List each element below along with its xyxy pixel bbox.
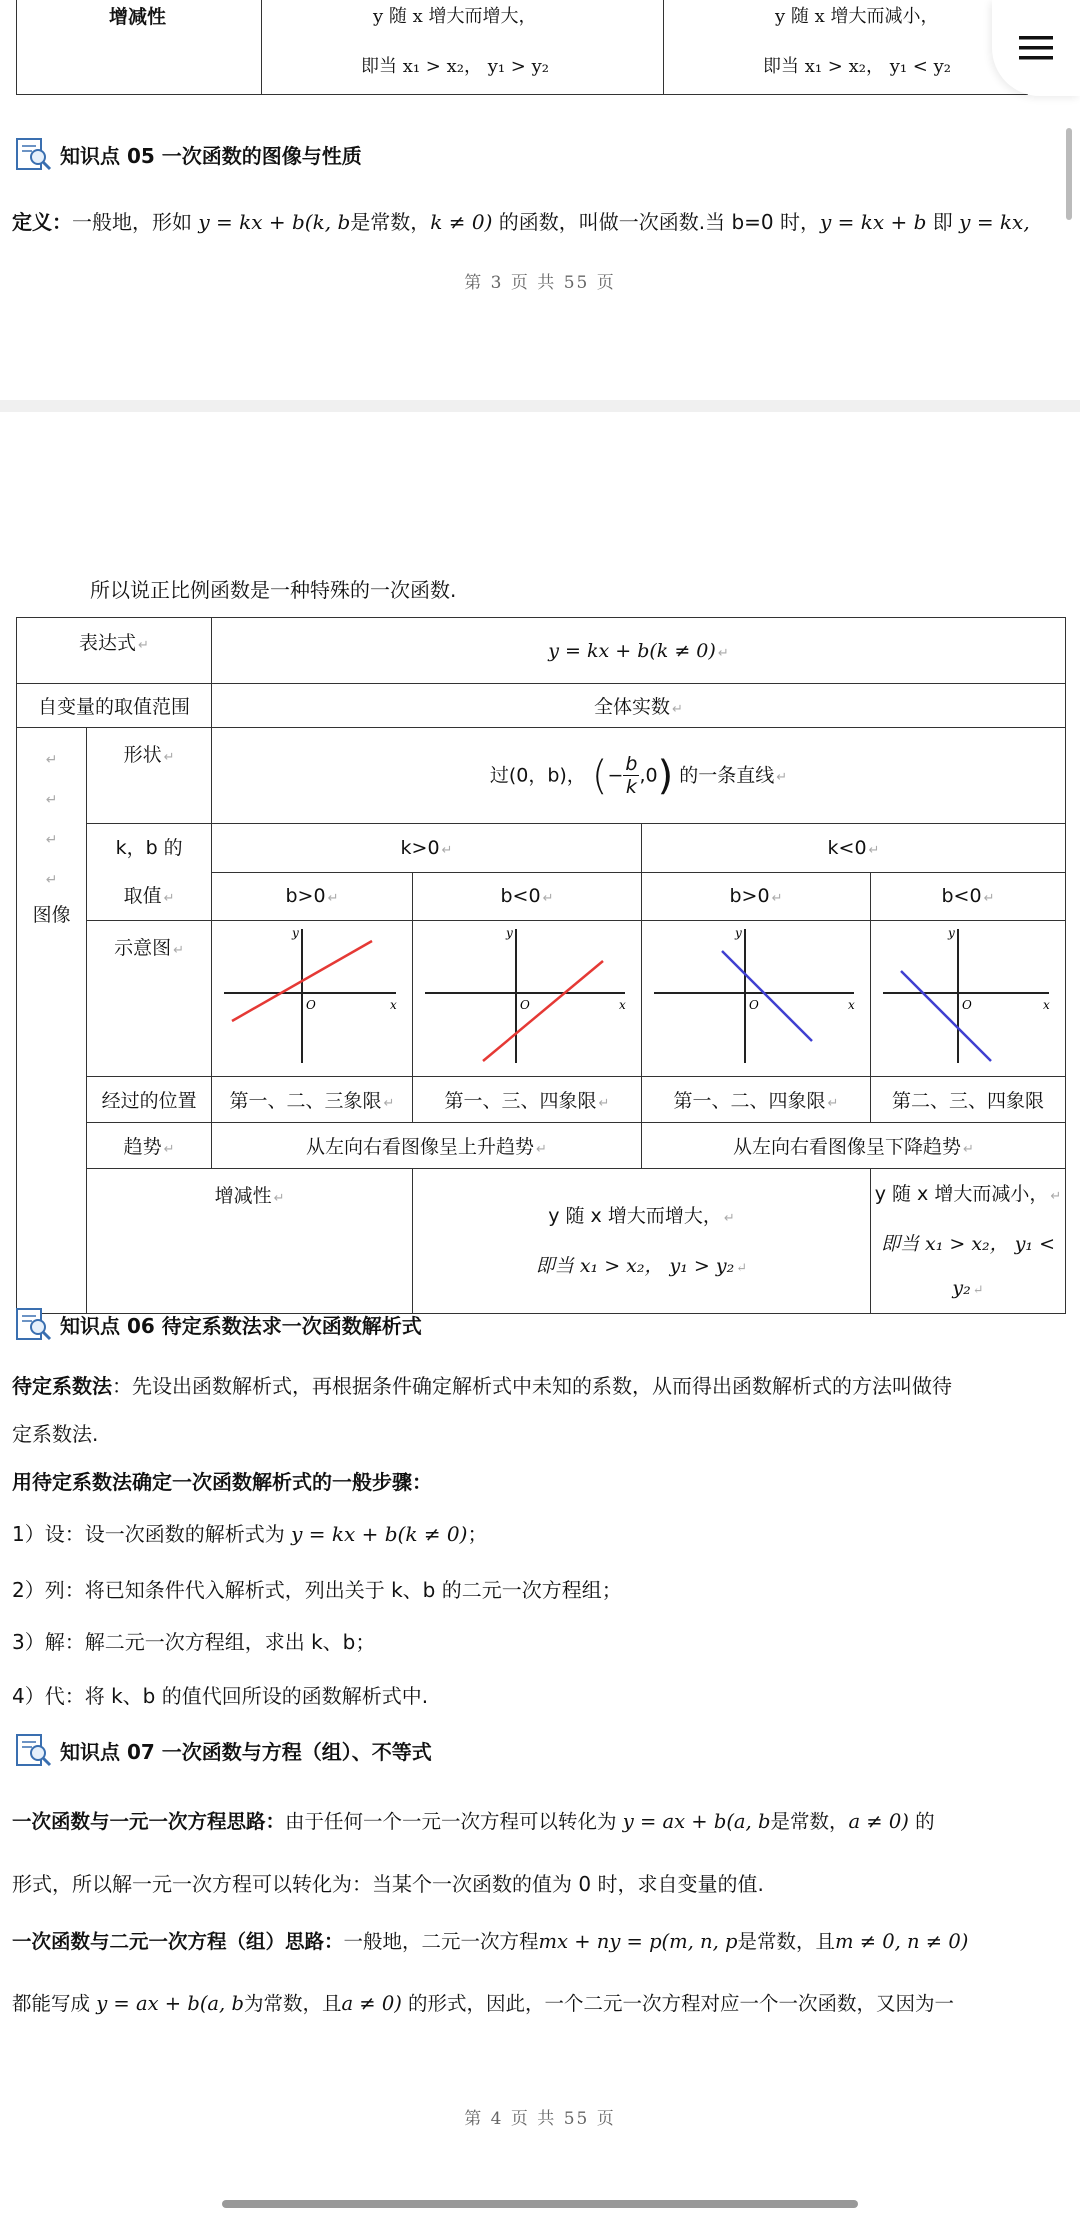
shape-value: 过(0，b)， (− $\frac{b}{k}$ ,0) 的一条直线 ↵ [211,728,1065,824]
graph-up-above [212,921,412,1071]
graph-up-below [413,921,641,1071]
def-text-d: 即 [932,210,953,234]
origin-label: O [305,998,316,1012]
diagram-label: 示意图 ↵ [87,921,212,1077]
page-footer-3: 第 3 页 共 55 页 [464,273,616,293]
function-line [901,971,991,1061]
mono-label: 增减性 ↵ [87,1169,413,1314]
quadrant-3: 第一、二、四象限 ↵ [641,1077,870,1123]
quadrant-1: 第一、二、三象限 ↵ [211,1077,412,1123]
menu-button[interactable] [992,0,1080,96]
properties-table [16,617,1066,1314]
def-text-b: 是常数， [350,210,431,234]
mono-dec: y 随 x 增大而减小， ↵ 即当 x₁ > x₂， y₁ < y₂ ↵ [870,1169,1065,1314]
step-2: 2）列：将已知条件代入解析式，列出关于 k、b 的二元一次方程组； [12,1578,622,1602]
magnifier-book-icon [14,1730,54,1770]
x-axis-label: x [618,998,626,1012]
kp06-title: 知识点 06 待定系数法求一次函数解析式 [60,1313,422,1338]
magnifier-book-icon [14,1304,54,1344]
kp06-heading [14,1304,422,1344]
top-table-inc-2: 即当 x₁ > x₂， y₁ > y₂ [361,56,549,77]
mono-inc: y 随 x 增大而增大， ↵ 即当 x₁ > x₂， y₁ > y₂ ↵ [412,1169,870,1314]
table-row [17,1123,1066,1169]
definition-line [12,206,1030,235]
def-label: 定义： [12,210,72,234]
diagram-cell-3 [641,921,870,1077]
diagram-cell-1 [211,921,412,1077]
kp07-heading [14,1730,432,1770]
p1-line-2: 形式，所以解一元一次方程可以转化为：当某个一次函数的值为 0 时，求自变量的值. [12,1872,764,1896]
def-math-2: k ≠ 0) [430,210,493,234]
graph-down-below [871,921,1065,1071]
x-axis-label: x [389,998,397,1012]
top-table-label: 增减性 [109,6,167,28]
magnifier-book-icon [14,134,54,174]
top-table-dec-2: 即当 x₁ > x₂， y₁ < y₂ [763,56,951,77]
b-positive-1: b>0 ↵ [211,872,412,921]
document-page-4 [0,412,1080,2216]
x-axis-label: x [1042,998,1050,1012]
origin-label: O [961,998,972,1012]
home-indicator[interactable] [222,2200,858,2208]
shape-label: 形状 ↵ [87,728,212,824]
p2-line-2: 都能写成 y = ax + b(a, b为常数，且a ≠ 0) 的形式，因此，一个二元一次方程对应一个一次函数，又因为一 [12,1992,955,2015]
def-math-1: y = kx + b(k, b [198,210,351,234]
page-footer-4: 第 4 页 共 55 页 [464,2109,616,2129]
table-row [17,1169,1066,1314]
def-text-c: 的函数，叫做一次函数.当 b=0 时， [498,210,820,234]
graph-down-above [642,921,870,1071]
b-negative-2: b<0 ↵ [870,872,1065,921]
document-page-3 [0,0,1080,400]
def-math-4: y = kx, [959,210,1030,234]
function-line [483,961,603,1061]
trend-down: 从左向右看图像呈下降趋势 ↵ [641,1123,1065,1169]
image-label-cell: ↵ ↵ ↵ ↵ 图像 [17,728,87,1314]
method-line-2: 定系数法. [12,1422,99,1446]
expr-label: 表达式 ↵ [17,618,212,684]
y-axis-label: y [734,926,742,940]
y-axis-label: y [505,926,513,940]
step-1: 1）设：设一次函数的解析式为 y = kx + b(k ≠ 0)； [12,1522,488,1546]
expr-value: y = kx + b(k ≠ 0) ↵ [211,618,1065,684]
def-math-3: y = kx + b [819,210,927,234]
x-axis-label: x [847,998,855,1012]
diagram-cell-2 [412,921,641,1077]
kp07-title: 知识点 07 一次函数与方程（组）、不等式 [60,1739,432,1764]
quadrant-2: 第一、三、四象限 ↵ [412,1077,641,1123]
step-4: 4）代：将 k、b 的值代回所设的函数解析式中. [12,1684,429,1708]
quadrant-label: 经过的位置 [87,1077,212,1123]
kb-label: k，b 的 取值 ↵ [87,824,212,921]
b-positive-2: b>0 ↵ [641,872,870,921]
intro-text: 所以说正比例函数是一种特殊的一次函数. [90,578,457,602]
table-row [17,618,1066,684]
k-positive: k>0 ↵ [211,824,641,873]
kp05-heading [14,134,362,174]
b-negative-1: b<0 ↵ [412,872,641,921]
y-axis-label: y [291,926,299,940]
domain-value: 全体实数 ↵ [211,684,1065,728]
origin-label: O [519,998,530,1012]
p2-line-1: 一次函数与二元一次方程（组）思路：一般地，二元一次方程mx + ny = p(m, n, p是常数，且m ≠ 0, n ≠ 0) [12,1930,969,1953]
trend-up: 从左向右看图像呈上升趋势 ↵ [211,1123,641,1169]
origin-label: O [748,998,759,1012]
table-row [17,824,1066,873]
def-text-a: 一般地，形如 [72,210,192,234]
scrollbar-thumb[interactable] [1066,128,1072,220]
image-label: 图像 [32,904,71,926]
y-axis-label: y [947,926,955,940]
function-line [722,951,812,1041]
top-table-inc-1: y 随 x 增大而增大， [373,6,537,27]
method-line-1: 待定系数法：先设出函数解析式，再根据条件确定解析式中未知的系数，从而得出函数解析式的方法叫做待 [12,1374,952,1398]
diagram-cell-4 [870,921,1065,1077]
domain-label: 自变量的取值范围 [17,684,212,728]
table-row [17,684,1066,728]
table-row [17,728,1066,824]
trend-label: 趋势 ↵ [87,1123,212,1169]
step-3: 3）解：解二元一次方程组，求出 k、b； [12,1630,376,1654]
k-negative: k<0 ↵ [641,824,1065,873]
kp05-title: 知识点 05 一次函数的图像与性质 [60,143,362,168]
quadrant-4: 第二、三、四象限 [870,1077,1065,1123]
p1-line-1: 一次函数与一元一次方程思路：由于任何一个一元一次方程可以转化为 y = ax + b(a, b是常数，a ≠ 0) 的 [12,1810,935,1833]
table-row [17,921,1066,1077]
hamburger-menu-icon [1019,34,1053,62]
steps-title: 用待定系数法确定一次函数解析式的一般步骤： [12,1470,432,1494]
table-row [17,1077,1066,1123]
top-table-fragment [16,0,1028,95]
top-table-dec-1: y 随 x 增大而减小， [775,6,939,27]
